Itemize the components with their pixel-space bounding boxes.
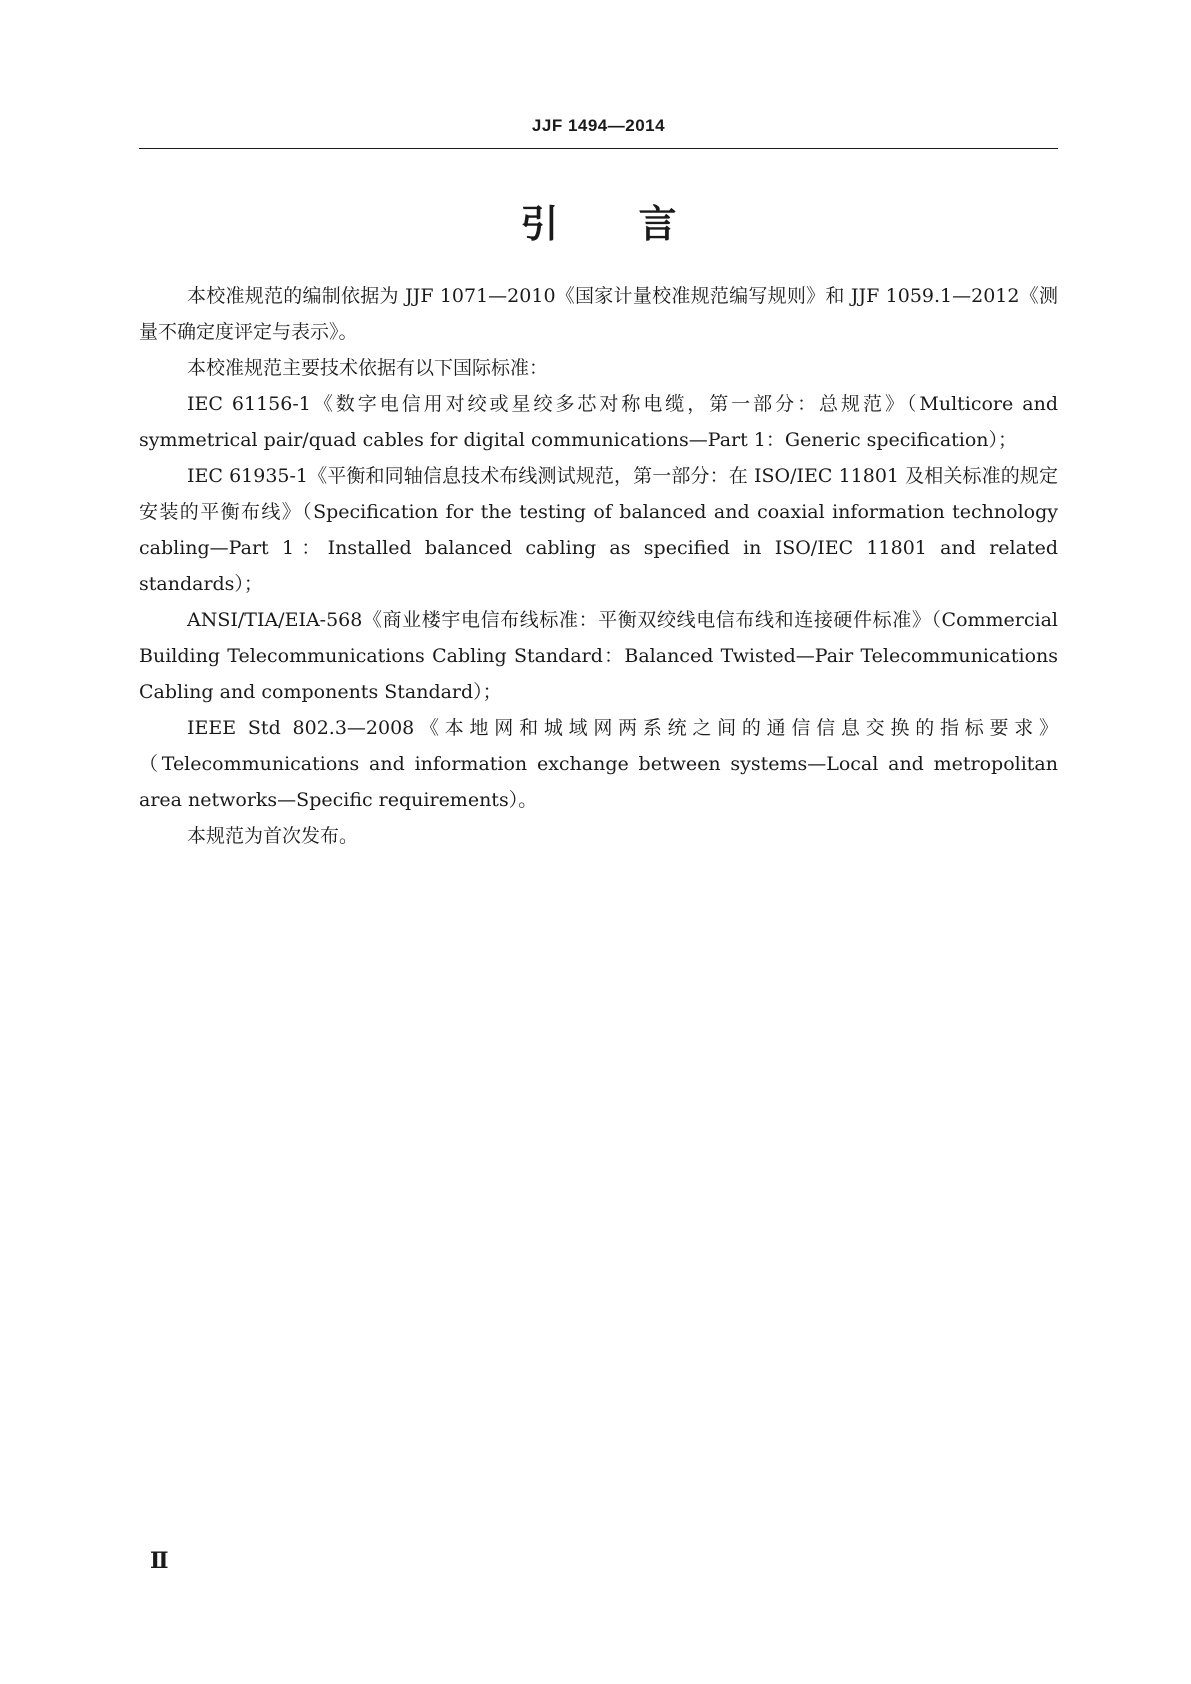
title-char-1: 引 [520,202,559,246]
title-char-2: 言 [638,202,677,246]
body-text [139,278,1058,854]
paragraph-ansi-tia-eia-568: ANSI/TIA/EIA-568《商业楼宇电信布线标准：平衡双绞线电信布线和连接硬件标准》（Commercial Building Telecommunications Cabling Standard：Balanced Twisted—Pair Telecommunications Cabling and components Standard）； [139,609,1058,703]
header-rule [139,148,1058,149]
paragraph-iec-61935: IEC 61935-1《平衡和同轴信息技术布线测试规范，第一部分：在 ISO/IEC 11801 及相关标准的规定安装的平衡布线》（Specification for the testing of balanced and coaxial information technology cabling—Part 1：Installed balanced cabling as specified in ISO/IEC 11801 and related standards）； [139,465,1058,595]
paragraph-first-release: 本规范为首次发布。 [187,825,359,847]
paragraph-ieee-802-3: IEEE Std 802.3—2008《本地网和城域网两系统之间的通信信息交换的指标要求》（Telecommunications and information exchange between systems—Local and metropolitan area networks—Specific requirements）。 [139,717,1058,811]
running-header: JJF 1494—2014 [531,116,666,135]
paragraph-basis: 本校准规范的编制依据为 JJF 1071—2010《国家计量校准规范编写规则》和 JJF 1059.1—2012《测量不确定度评定与表示》。 [139,285,1058,343]
paragraph-standards-intro: 本校准规范主要技术依据有以下国际标准： [187,357,549,379]
paragraph-iec-61156: IEC 61156-1《数字电信用对绞或星绞多芯对称电缆，第一部分：总规范》（Multicore and symmetrical pair/quad cables for digital communications—Part 1：Generic specification）； [139,393,1058,451]
section-title [139,196,1058,252]
page-number: Ⅱ [150,1548,169,1574]
